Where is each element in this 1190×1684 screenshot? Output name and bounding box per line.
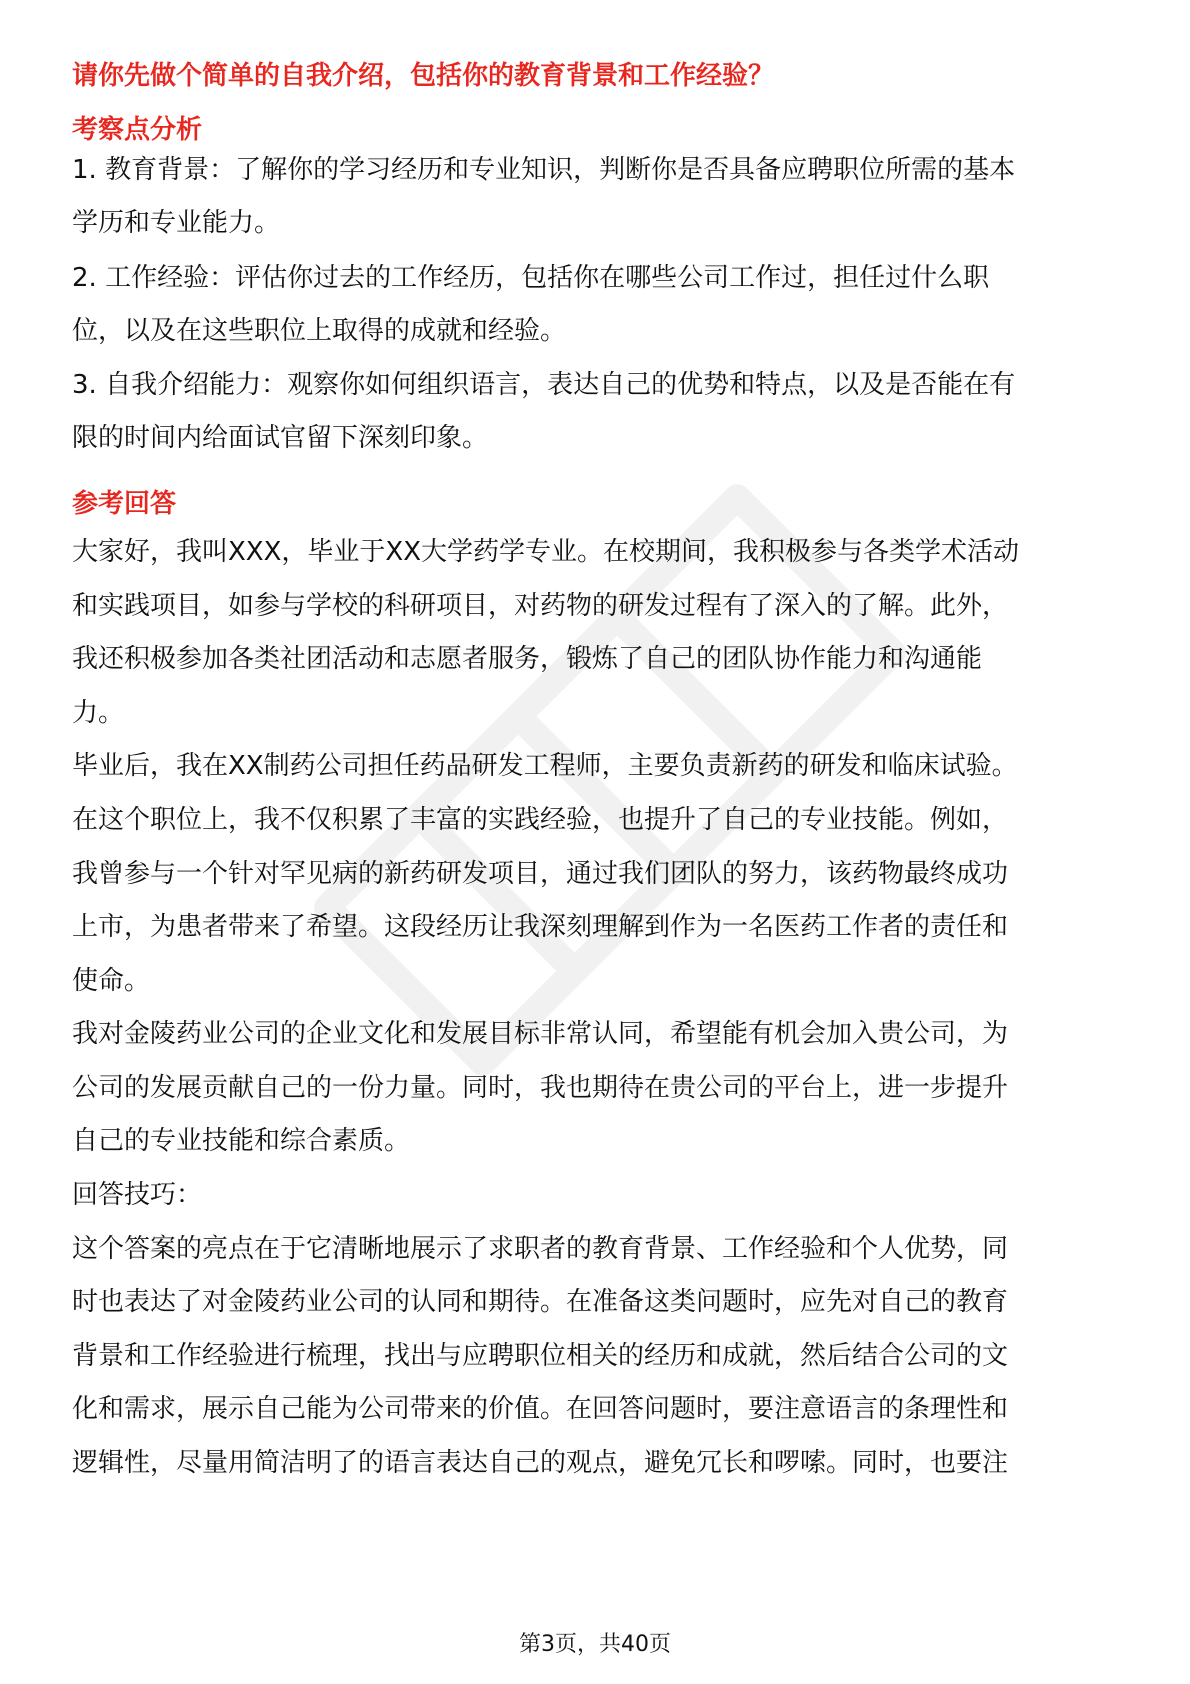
analysis-line: 位，以及在这些职位上取得的成就和经验。	[72, 316, 567, 346]
answer-line: 和实践项目，如参与学校的科研项目，对药物的研发过程有了深入的了解。此外，	[72, 591, 1009, 621]
analysis-line: 2. 工作经验：评估你过去的工作经历，包括你在哪些公司工作过，担任过什么职	[72, 263, 990, 293]
analysis-line: 3. 自我介绍能力：观察你如何组织语言，表达自己的优势和特点，以及是否能在有	[72, 370, 1016, 400]
analysis-line: 1. 教育背景：了解你的学习经历和专业知识，判断你是否具备应聘职位所需的基本	[72, 155, 1016, 185]
answer-line: 这个答案的亮点在于它清晰地展示了求职者的教育背景、工作经验和个人优势，同	[72, 1234, 1009, 1264]
answer-line: 公司的发展贡献自己的一份力量。同时，我也期待在贵公司的平台上，进一步提升	[72, 1073, 1009, 1103]
answer-line: 在这个职位上，我不仅积累了丰富的实践经验，也提升了自己的专业技能。例如，	[72, 805, 1009, 835]
answer-line: 我曾参与一个针对罕见病的新药研发项目，通过我们团队的努力，该药物最终成功	[72, 859, 1009, 889]
analysis-line: 学历和专业能力。	[72, 208, 281, 238]
answer-line: 力。	[72, 698, 125, 728]
answer-line: 我对金陵药业公司的企业文化和发展目标非常认同，希望能有机会加入贵公司，为	[72, 1019, 1009, 1049]
analysis-line: 限的时间内给面试官留下深刻印象。	[72, 423, 489, 453]
answer-line: 化和需求，展示自己能为公司带来的价值。在回答问题时，要注意语言的条理性和	[72, 1394, 1009, 1424]
answer-line: 我还积极参加各类社团活动和志愿者服务，锻炼了自己的团队协作能力和沟通能	[72, 644, 983, 674]
answer-line: 背景和工作经验进行梳理，找出与应聘职位相关的经历和成就，然后结合公司的文	[72, 1341, 1009, 1371]
answer-heading: 参考回答	[72, 489, 177, 519]
answer-line: 毕业后，我在XX制药公司担任药品研发工程师，主要负责新药的研发和临床试验。	[72, 751, 1018, 781]
answer-line: 使命。	[72, 966, 151, 996]
answer-line: 自己的专业技能和综合素质。	[72, 1126, 411, 1156]
page-number: 第3页，共40页	[519, 1632, 671, 1657]
answer-line: 大家好，我叫XXX，毕业于XX大学药学专业。在校期间，我积极参与各类学术活动	[72, 537, 1020, 567]
tips-heading: 回答技巧：	[72, 1180, 203, 1210]
analysis-heading: 考察点分析	[72, 115, 203, 145]
answer-line: 时也表达了对金陵药业公司的认同和期待。在准备这类问题时，应先对自己的教育	[72, 1287, 1009, 1317]
question-title: 请你先做个简单的自我介绍，包括你的教育背景和工作经验？	[72, 61, 775, 91]
answer-line: 上市，为患者带来了希望。这段经历让我深刻理解到作为一名医药工作者的责任和	[72, 912, 1009, 942]
answer-line: 逻辑性，尽量用简洁明了的语言表达自己的观点，避免冗长和啰嗦。同时，也要注	[72, 1448, 1009, 1478]
